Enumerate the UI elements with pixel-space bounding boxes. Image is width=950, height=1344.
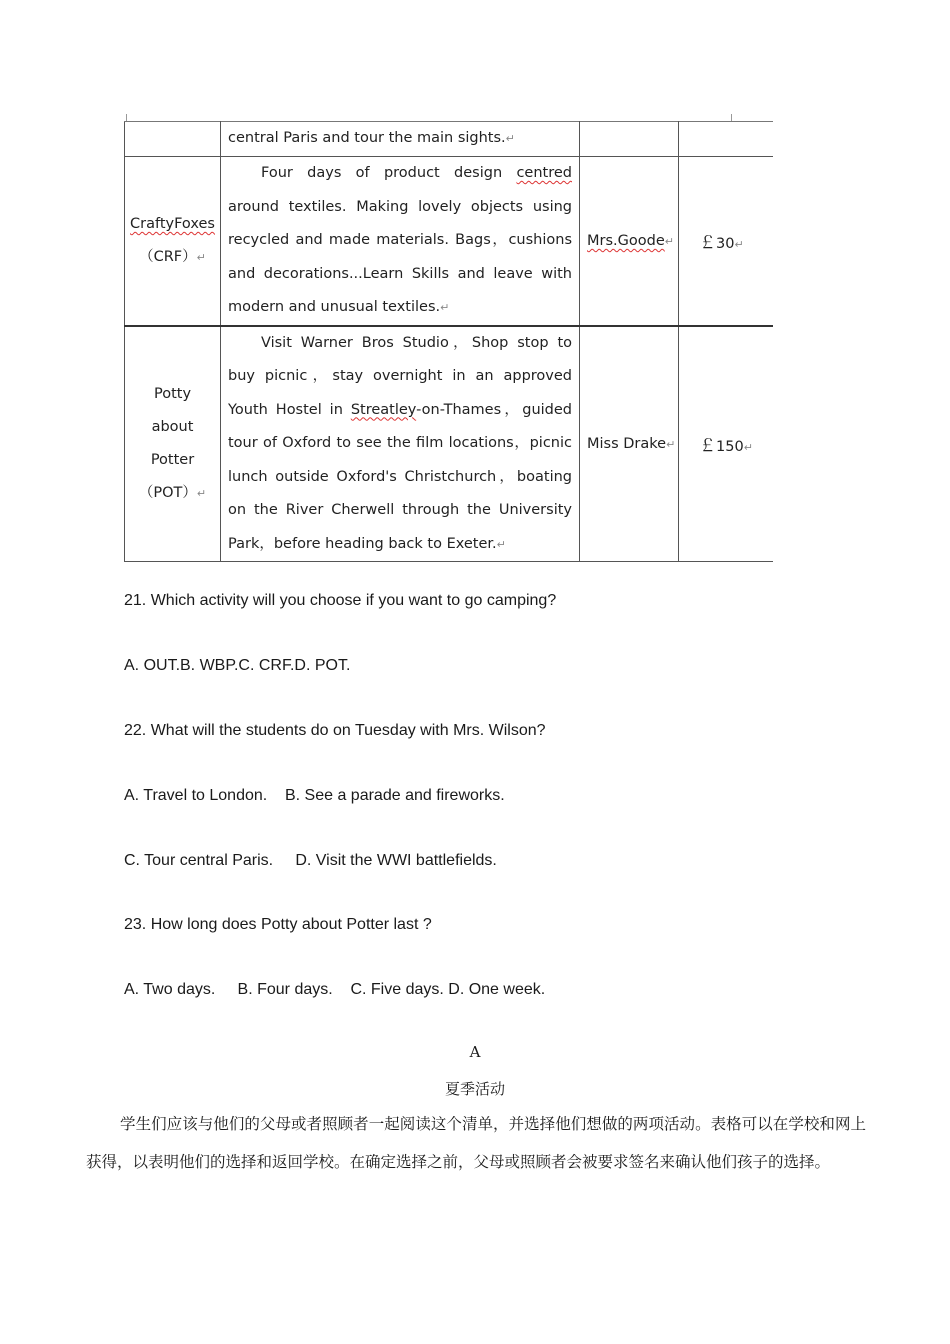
activity-name: Potter (150, 451, 195, 468)
teacher-cell (580, 122, 679, 157)
return-mark: ↵ (505, 132, 515, 146)
return-mark: ↵ (440, 301, 450, 314)
activity-code: （POT） (138, 484, 197, 501)
activity-name-cell (125, 157, 221, 326)
return-mark: ↵ (664, 234, 674, 248)
activity-name-cell (125, 122, 221, 157)
cost-cell (679, 122, 774, 157)
cost-value: 30 (716, 236, 735, 253)
question-23-options: A. Two days. B. Four days. C. Five days. D. One week. (124, 981, 546, 998)
description-text: Four days of product design (261, 165, 517, 181)
table-row (125, 157, 774, 326)
description-text: Visit Warner Bros Studio，Shop stop to buy picnic，stay overnight in an approved Youth Hostel in (228, 334, 572, 418)
activity-name: CraftyFoxes (130, 215, 215, 232)
teacher-cell (580, 326, 679, 562)
question-21-options: A. OUT.B. WBP.C. CRF.D. POT. (124, 657, 351, 674)
return-mark: ↵ (496, 537, 506, 551)
description-text: -on-Thames，guided tour of Oxford to see the film locations，picnic lunch outside Oxford's Christchurch，boating on the River Cherwell through the University Park，before heading back to Exeter. (228, 401, 572, 552)
return-mark: ↵ (196, 250, 206, 264)
activity-name: about (151, 418, 194, 435)
table-row (125, 122, 774, 157)
translation-title: 夏季活动 (444, 1080, 505, 1098)
cost-cell (679, 157, 774, 326)
section-letter: A (469, 1043, 481, 1061)
return-mark: ↵ (734, 238, 744, 252)
question-23: 23. How long does Potty about Potter last ? (124, 916, 432, 933)
activity-name-cell (125, 326, 221, 562)
activity-name: Potty (153, 385, 192, 402)
cost-value: 150 (716, 439, 744, 456)
activity-description-cell (221, 157, 580, 326)
translation-paragraph (86, 1106, 866, 1181)
question-22-options: A. Travel to London. B. See a parade and fireworks. (124, 787, 505, 804)
return-mark: ↵ (666, 437, 676, 451)
teacher-cell (580, 157, 679, 326)
description-text: around textiles. Making lovely objects using recycled and made materials. Bags，cushions and decorations...Learn Skills and leave with modern and unusual textiles. (228, 198, 572, 315)
description-text: centred (516, 165, 572, 181)
activities-table (124, 121, 773, 562)
question-22-options: C. Tour central Paris. D. Visit the WWI battlefields. (124, 852, 497, 869)
question-22: 22. What will the students do on Tuesday with Mrs. Wilson? (124, 722, 546, 739)
teacher-name: Miss Drake (587, 435, 667, 452)
description-text: Streatley (350, 401, 417, 418)
description-text: central Paris and tour the main sights. (228, 130, 506, 147)
pound-symbol: ￡ (699, 233, 716, 254)
return-mark: ↵ (196, 486, 207, 500)
table-row (125, 326, 774, 562)
activity-description-cell (221, 122, 580, 157)
translation-text: 学生们应该与他们的父母或者照顾者一起阅读这个清单，并选择他们想做的两项活动。表格可以在学校和网上获得，以表明他们的选择和返回学校。在确定选择之前，父母或照顾者会被要求签名来确认他们孩子的选择。 (86, 1115, 866, 1171)
cost-cell (679, 326, 774, 562)
activity-code: （CRF） (139, 248, 197, 265)
pound-symbol: ￡ (699, 436, 716, 457)
activity-description-cell (221, 326, 580, 562)
question-21: 21. Which activity will you choose if you want to go camping? (124, 592, 557, 609)
teacher-name: Mrs.Goode (587, 232, 665, 249)
return-mark: ↵ (743, 441, 753, 455)
